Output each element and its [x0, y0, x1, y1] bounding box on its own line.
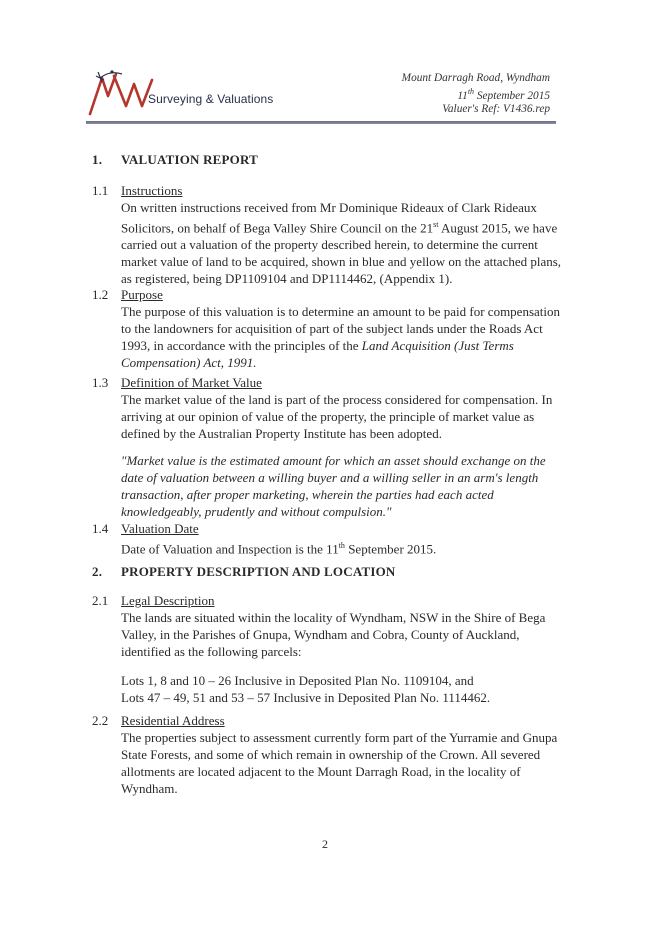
- paragraph: The market value of the land is part of the process considered for compensation. In arriving at our opinion of value of the property, the principle of market value as defined by the Australian Property Institute has been adopted.: [121, 392, 553, 441]
- subsection-heading: Residential Address: [121, 713, 225, 728]
- paragraph: The lands are situated within the locality of Wyndham, NSW in the Shire of Bega Valley, in the Parishes of Gnupa, Wyndham and Cobra, County of Auckland, identified as the following parcels:: [121, 610, 546, 659]
- paragraph: Date of Valuation and Inspection is the 11th September 2015.: [121, 541, 437, 557]
- paragraph: The properties subject to assessment currently form part of the Yurramie and Gnupa State Forests, and some of which remain in ownership of the Crown. All severed allotments are located adjacent to the Mount Darragh Road, in the locality of Wyndham.: [121, 730, 558, 796]
- subsection-2-2: 2.2 Residential Address The properties subject to assessment currently form part of the Yurramie and Gnupa State Forests, and some of which remain in ownership of the Crown. All severed allotments are located adjacent to the Mount Darragh Road, in the locality of Wyndham.: [92, 712, 562, 797]
- subsection-heading: Valuation Date: [121, 521, 199, 536]
- header-ref: Valuer's Ref: V1436.rep: [442, 102, 550, 115]
- subsection-1-2: 1.2 Purpose The purpose of this valuation is to determine an amount to be paid for compensation to the landowners for acquisition of part of the subject lands under the Roads Act 1993, in accordance with the principles of the Land Acquisition (Just Terms Compensation) Act, 1991.: [92, 287, 561, 370]
- lot-line: Lots 1, 8 and 10 – 26 Inclusive in Deposited Plan No. 1109104, and: [121, 673, 474, 688]
- paragraph: On written instructions received from Mr Dominique Rideaux of Clark Rideaux Solicitors, on behalf of Bega Valley Shire Council on the 21st August 2015, we have carried out a valuation of the property described herein, to determine the current market value of land to be acquired, shown in blue and yellow on the attached plans, as registered, being DP1109104 and DP1114462, (Appendix 1).: [121, 200, 562, 287]
- subsection-1-4: 1.4 Valuation Date Date of Valuation and Inspection is the 11th September 2015.: [92, 520, 562, 557]
- page-number: 2: [322, 837, 328, 851]
- subsection-1-3: 1.3 Definition of Market Value The market value of the land is part of the process considered for compensation. In arriving at our opinion of value of the property, the principle of market value as defined by the Australian Property Institute has been adopted. "Market value is the estimated amount for which an asset should exchange on the date of valuation between a willing buyer and a willing seller in an arm's length transaction, after proper marketing, wherein the parties had each acted knowledgeably, prudently and without compulsion.": [92, 374, 562, 520]
- lot-line: Lots 47 – 49, 51 and 53 – 57 Inclusive in Deposited Plan No. 1114462.: [121, 690, 491, 705]
- subsection-heading: Definition of Market Value: [121, 375, 262, 390]
- subsection-2-1: 2.1 Legal Description The lands are situated within the locality of Wyndham, NSW in the Shire of Bega Valley, in the Parishes of Gnupa, Wyndham and Cobra, County of Auckland, identified as the following parcels: Lots 1, 8 and 10 – 26 Inclusive in Deposited Plan No. 1109104, and Lots 47 – 49, 51 and 53 – 57 Inclusive in Deposited Plan No. 1114462.: [92, 592, 562, 706]
- paragraph: The purpose of this valuation is to determine an amount to be paid for compensation to the landowners for acquisition of part of the subject lands under the Roads Act 1993, in accordance with the principles of the Land Acquisition (Just Terms Compensation) Act, 1991.: [121, 304, 561, 370]
- subsection-heading: Instructions: [121, 183, 183, 198]
- quote: "Market value is the estimated amount for which an asset should exchange on the date of valuation between a willing buyer and a willing seller in an arm's length transaction, after proper marketing, wherein the parties had each acted knowledgeably, prudently and without compulsion.": [121, 453, 546, 519]
- subsection-heading: Purpose: [121, 287, 163, 302]
- logo-text: Surveying & Valuations: [148, 92, 274, 106]
- header-divider: [86, 121, 556, 124]
- header-date: 11th September 2015: [457, 87, 550, 102]
- header-address: Mount Darragh Road, Wyndham: [401, 72, 550, 84]
- company-logo: [86, 66, 276, 120]
- subsection-1-1: 1.1 Instructions On written instructions received from Mr Dominique Rideaux of Clark Rideaux Solicitors, on behalf of Bega Valley Shire Council on the 21st August 2015, we have carried out a valuation of the property described herein, to determine the current market value of land to be acquired, shown in blue and yellow on the attached plans, as registered, being DP1109104 and DP1114462, (Appendix 1).: [92, 183, 562, 287]
- subsection-heading: Legal Description: [121, 593, 215, 608]
- header-info: [402, 72, 550, 116]
